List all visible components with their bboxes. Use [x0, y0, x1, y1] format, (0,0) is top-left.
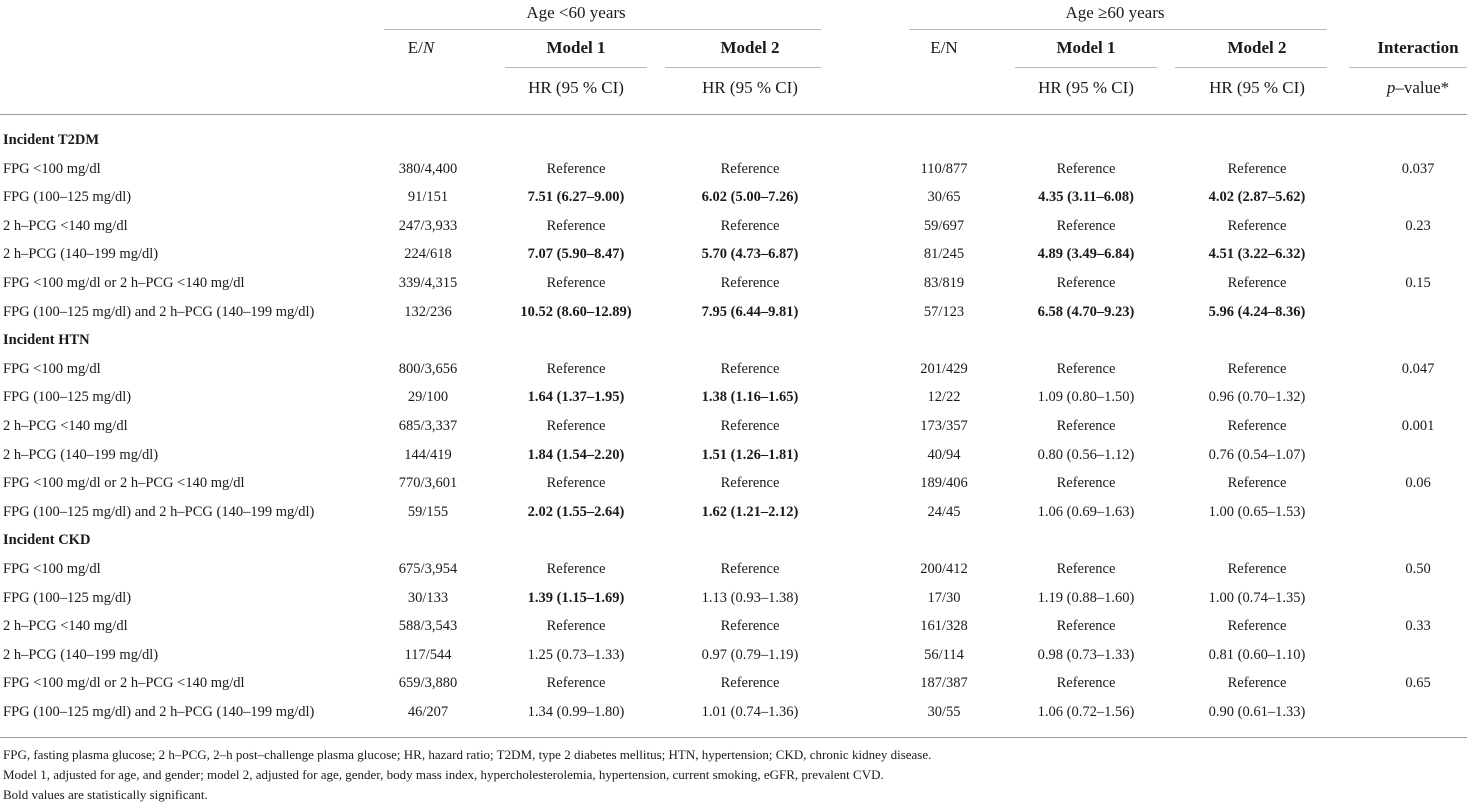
cell-en-lt60: 685/3,337 — [398, 418, 458, 434]
header-rule-interaction — [1349, 67, 1467, 68]
cell-model2-lt60: 1.38 (1.16–1.65) — [701, 389, 799, 405]
cell-model2-lt60: Reference — [720, 618, 780, 634]
section-header-row — [0, 326, 1471, 354]
cell-interaction-p: 0.23 — [1405, 218, 1431, 234]
cell-en-ge60: 187/387 — [920, 675, 968, 691]
cell-model1-ge60: 4.89 (3.49–6.84) — [1037, 246, 1135, 262]
cell-en-ge60: 56/114 — [924, 647, 964, 663]
cell-en-lt60: 770/3,601 — [398, 475, 458, 491]
cell-model1-lt60: Reference — [546, 475, 606, 491]
row-label: FPG (100–125 mg/dl) and 2 h–PCG (140–199 mg/dl) — [3, 304, 315, 320]
header-rule-m1-ge60 — [1015, 67, 1157, 68]
cell-en-ge60: 110/877 — [920, 161, 968, 177]
footnote-bold: Bold values are statistically significant. — [3, 787, 208, 802]
section-title: Incident T2DM — [3, 132, 100, 148]
cell-model1-ge60: Reference — [1056, 561, 1116, 577]
cell-interaction-p: 0.047 — [1401, 361, 1435, 377]
cell-en-lt60: 339/4,315 — [398, 275, 458, 291]
cell-en-ge60: 30/55 — [927, 704, 961, 720]
cell-model1-lt60: 1.64 (1.37–1.95) — [527, 389, 625, 405]
section-header-row — [0, 526, 1471, 554]
cell-model2-lt60: 5.70 (4.73–6.87) — [701, 246, 799, 262]
cell-en-lt60: 675/3,954 — [398, 561, 458, 577]
header-group-age-lt60: Age <60 years — [526, 3, 626, 22]
cell-model1-ge60: Reference — [1056, 161, 1116, 177]
cell-en-ge60: 30/65 — [927, 189, 961, 205]
cell-interaction-p: 0.037 — [1401, 161, 1435, 177]
cell-model2-lt60: Reference — [720, 275, 780, 291]
table-row — [0, 641, 1471, 669]
cell-model1-lt60: Reference — [546, 561, 606, 577]
cell-model1-lt60: Reference — [546, 618, 606, 634]
table-row — [0, 298, 1471, 326]
cell-model1-ge60: Reference — [1056, 275, 1116, 291]
cell-model2-lt60: Reference — [720, 675, 780, 691]
cell-en-lt60: 224/618 — [404, 246, 452, 262]
table-row — [0, 412, 1471, 440]
cell-interaction-p: 0.33 — [1405, 618, 1431, 634]
table-bottom-rule — [0, 737, 1467, 738]
cell-model2-ge60: 0.96 (0.70–1.32) — [1208, 389, 1306, 405]
cell-en-lt60: 380/4,400 — [398, 161, 458, 177]
cell-model2-ge60: 0.90 (0.61–1.33) — [1208, 704, 1306, 720]
cell-en-lt60: 800/3,656 — [398, 361, 458, 377]
cell-model2-ge60: Reference — [1227, 161, 1287, 177]
cell-en-ge60: 12/22 — [927, 389, 961, 405]
cell-interaction-p: 0.50 — [1405, 561, 1431, 577]
cell-model1-ge60: 1.09 (0.80–1.50) — [1037, 389, 1135, 405]
table-row — [0, 269, 1471, 297]
cell-model1-ge60: 1.06 (0.72–1.56) — [1037, 704, 1135, 720]
cell-model1-lt60: Reference — [546, 161, 606, 177]
cell-model1-lt60: 7.51 (6.27–9.00) — [527, 189, 625, 205]
cell-en-lt60: 659/3,880 — [398, 675, 458, 691]
header-hr-m1-lt60: HR (95 % CI) — [528, 78, 624, 97]
header-model2-ge60: Model 2 — [1227, 38, 1287, 57]
cell-model2-ge60: 1.00 (0.74–1.35) — [1208, 590, 1306, 606]
cell-model2-lt60: Reference — [720, 218, 780, 234]
cell-model2-ge60: Reference — [1227, 475, 1287, 491]
table-row — [0, 240, 1471, 268]
cell-model1-lt60: Reference — [546, 361, 606, 377]
cell-model1-ge60: Reference — [1056, 475, 1116, 491]
header-model1-ge60: Model 1 — [1056, 38, 1116, 57]
cell-en-ge60: 17/30 — [927, 590, 961, 606]
header-pvalue: p–value* — [1386, 78, 1450, 97]
cell-model2-lt60: 1.51 (1.26–1.81) — [701, 447, 799, 463]
cell-model2-ge60: 0.76 (0.54–1.07) — [1208, 447, 1306, 463]
cell-en-ge60: 83/819 — [923, 275, 965, 291]
cell-model2-ge60: Reference — [1227, 618, 1287, 634]
cell-en-lt60: 46/207 — [407, 704, 449, 720]
cell-model2-lt60: 6.02 (5.00–7.26) — [701, 189, 799, 205]
cell-model1-ge60: Reference — [1056, 618, 1116, 634]
cell-model2-ge60: Reference — [1227, 275, 1287, 291]
cell-en-ge60: 161/328 — [920, 618, 968, 634]
cell-en-lt60: 588/3,543 — [398, 618, 458, 634]
cell-en-ge60: 173/357 — [920, 418, 968, 434]
cell-model2-lt60: Reference — [720, 161, 780, 177]
table-row — [0, 155, 1471, 183]
cell-model2-lt60: 7.95 (6.44–9.81) — [701, 304, 799, 320]
table-row — [0, 612, 1471, 640]
cell-en-lt60: 30/133 — [407, 590, 449, 606]
header-en-ge60: E/N — [930, 38, 958, 57]
row-label: 2 h–PCG <140 mg/dl — [3, 418, 128, 434]
cell-model1-lt60: 2.02 (1.55–2.64) — [527, 504, 625, 520]
row-label: FPG (100–125 mg/dl) and 2 h–PCG (140–199 mg/dl) — [3, 704, 315, 720]
cell-model1-ge60: 0.98 (0.73–1.33) — [1037, 647, 1135, 663]
cell-en-ge60: 201/429 — [920, 361, 968, 377]
row-label: FPG (100–125 mg/dl) — [3, 389, 132, 405]
cell-interaction-p: 0.15 — [1405, 275, 1431, 291]
cell-model2-lt60: 1.13 (0.93–1.38) — [701, 590, 799, 606]
cell-model2-lt60: Reference — [720, 418, 780, 434]
header-rule-m1-lt60 — [505, 67, 647, 68]
header-hr-m1-ge60: HR (95 % CI) — [1038, 78, 1134, 97]
cell-model1-lt60: 1.84 (1.54–2.20) — [527, 447, 625, 463]
cell-en-ge60: 200/412 — [920, 561, 968, 577]
cell-en-lt60: 144/419 — [404, 447, 452, 463]
table-row — [0, 383, 1471, 411]
table-row — [0, 355, 1471, 383]
footnote-abbreviations: FPG, fasting plasma glucose; 2 h–PCG, 2–h post–challenge plasma glucose; HR, hazard ratio; T2DM, type 2 diabetes mellitus; HTN, hypertension; CKD, chronic kidney disease. — [3, 747, 932, 762]
cell-en-ge60: 81/245 — [923, 246, 965, 262]
cell-model2-ge60: Reference — [1227, 418, 1287, 434]
cell-interaction-p: 0.65 — [1405, 675, 1431, 691]
row-label: FPG <100 mg/dl — [3, 361, 101, 377]
header-model2-lt60: Model 2 — [720, 38, 780, 57]
row-label: FPG (100–125 mg/dl) — [3, 590, 132, 606]
cell-model2-ge60: 5.96 (4.24–8.36) — [1208, 304, 1306, 320]
table-row — [0, 441, 1471, 469]
cell-model1-lt60: 7.07 (5.90–8.47) — [527, 246, 625, 262]
table-row — [0, 212, 1471, 240]
section-header-row — [0, 126, 1471, 154]
cell-model1-ge60: Reference — [1056, 675, 1116, 691]
header-hr-m2-ge60: HR (95 % CI) — [1209, 78, 1305, 97]
header-rule-ge60 — [909, 29, 1327, 30]
header-model1-lt60: Model 1 — [546, 38, 606, 57]
row-label: 2 h–PCG <140 mg/dl — [3, 218, 128, 234]
cell-model1-lt60: Reference — [546, 418, 606, 434]
cell-model2-ge60: 4.51 (3.22–6.32) — [1208, 246, 1306, 262]
table-row — [0, 183, 1471, 211]
cell-model2-ge60: Reference — [1227, 561, 1287, 577]
row-label: 2 h–PCG <140 mg/dl — [3, 618, 128, 634]
cell-model2-lt60: 0.97 (0.79–1.19) — [701, 647, 799, 663]
cell-model2-lt60: Reference — [720, 475, 780, 491]
cell-model2-ge60: Reference — [1227, 218, 1287, 234]
cell-model2-ge60: 1.00 (0.65–1.53) — [1208, 504, 1306, 520]
cell-model1-lt60: Reference — [546, 218, 606, 234]
cell-en-lt60: 132/236 — [404, 304, 452, 320]
row-label: FPG (100–125 mg/dl) — [3, 189, 132, 205]
cell-en-lt60: 117/544 — [404, 647, 452, 663]
table-row — [0, 584, 1471, 612]
row-label: FPG <100 mg/dl or 2 h–PCG <140 mg/dl — [3, 475, 245, 491]
cell-en-ge60: 59/697 — [923, 218, 965, 234]
cell-model2-lt60: 1.62 (1.21–2.12) — [701, 504, 799, 520]
cell-model1-ge60: 1.19 (0.88–1.60) — [1037, 590, 1135, 606]
cell-en-ge60: 24/45 — [927, 504, 961, 520]
header-hr-m2-lt60: HR (95 % CI) — [702, 78, 798, 97]
cell-en-ge60: 57/123 — [923, 304, 965, 320]
cell-model2-lt60: 1.01 (0.74–1.36) — [701, 704, 799, 720]
row-label: 2 h–PCG (140–199 mg/dl) — [3, 246, 159, 262]
row-label: FPG <100 mg/dl — [3, 561, 101, 577]
section-title: Incident HTN — [3, 332, 90, 349]
cell-model1-lt60: Reference — [546, 275, 606, 291]
header-interaction: Interaction — [1377, 38, 1459, 57]
cell-en-lt60: 29/100 — [407, 389, 449, 405]
cell-model1-lt60: 10.52 (8.60–12.89) — [520, 304, 632, 320]
cell-interaction-p: 0.001 — [1401, 418, 1435, 434]
cell-en-lt60: 59/155 — [407, 504, 449, 520]
cell-model1-lt60: 1.39 (1.15–1.69) — [527, 590, 625, 606]
header-en-lt60: E/N — [407, 38, 435, 57]
cell-model2-ge60: 4.02 (2.87–5.62) — [1208, 189, 1306, 205]
cell-model1-ge60: Reference — [1056, 218, 1116, 234]
table-row — [0, 469, 1471, 497]
row-label: 2 h–PCG (140–199 mg/dl) — [3, 447, 159, 463]
cell-model1-ge60: 4.35 (3.11–6.08) — [1038, 189, 1134, 205]
cell-model1-ge60: 6.58 (4.70–9.23) — [1037, 304, 1135, 320]
cell-model1-ge60: 0.80 (0.56–1.12) — [1037, 447, 1135, 463]
header-bottom-rule — [0, 114, 1467, 115]
cell-interaction-p: 0.06 — [1405, 475, 1431, 491]
row-label: FPG <100 mg/dl — [3, 161, 101, 177]
cell-en-lt60: 91/151 — [407, 189, 449, 205]
cell-en-ge60: 189/406 — [920, 475, 968, 491]
row-label: FPG <100 mg/dl or 2 h–PCG <140 mg/dl — [3, 675, 245, 691]
row-label: FPG <100 mg/dl or 2 h–PCG <140 mg/dl — [3, 275, 245, 291]
row-label: 2 h–PCG (140–199 mg/dl) — [3, 647, 159, 663]
cell-model1-lt60: Reference — [546, 675, 606, 691]
row-label: FPG (100–125 mg/dl) and 2 h–PCG (140–199 mg/dl) — [3, 504, 315, 520]
cell-model1-lt60: 1.25 (0.73–1.33) — [527, 647, 625, 663]
header-group-age-ge60: Age ≥60 years — [1065, 3, 1165, 22]
cell-model2-lt60: Reference — [720, 361, 780, 377]
cell-model2-ge60: Reference — [1227, 675, 1287, 691]
cell-model1-lt60: 1.34 (0.99–1.80) — [527, 704, 625, 720]
cell-en-ge60: 40/94 — [927, 447, 961, 463]
footnote-models: Model 1, adjusted for age, and gender; model 2, adjusted for age, gender, body mass index, hypercholesterolemia, hypertension, current smoking, eGFR, prevalent CVD. — [3, 767, 884, 782]
cell-model1-ge60: Reference — [1056, 361, 1116, 377]
cell-model2-ge60: 0.81 (0.60–1.10) — [1208, 647, 1306, 663]
table-row — [0, 669, 1471, 697]
cell-model2-ge60: Reference — [1227, 361, 1287, 377]
section-title: Incident CKD — [3, 532, 91, 549]
table-row — [0, 555, 1471, 583]
table-row — [0, 498, 1471, 526]
table-row — [0, 698, 1471, 726]
cell-model2-lt60: Reference — [720, 561, 780, 577]
header-rule-m2-ge60 — [1175, 67, 1327, 68]
header-rule-lt60 — [384, 29, 821, 30]
cell-model1-ge60: Reference — [1056, 418, 1116, 434]
header-rule-m2-lt60 — [665, 67, 821, 68]
cell-model1-ge60: 1.06 (0.69–1.63) — [1037, 504, 1135, 520]
cell-en-lt60: 247/3,933 — [398, 218, 458, 234]
